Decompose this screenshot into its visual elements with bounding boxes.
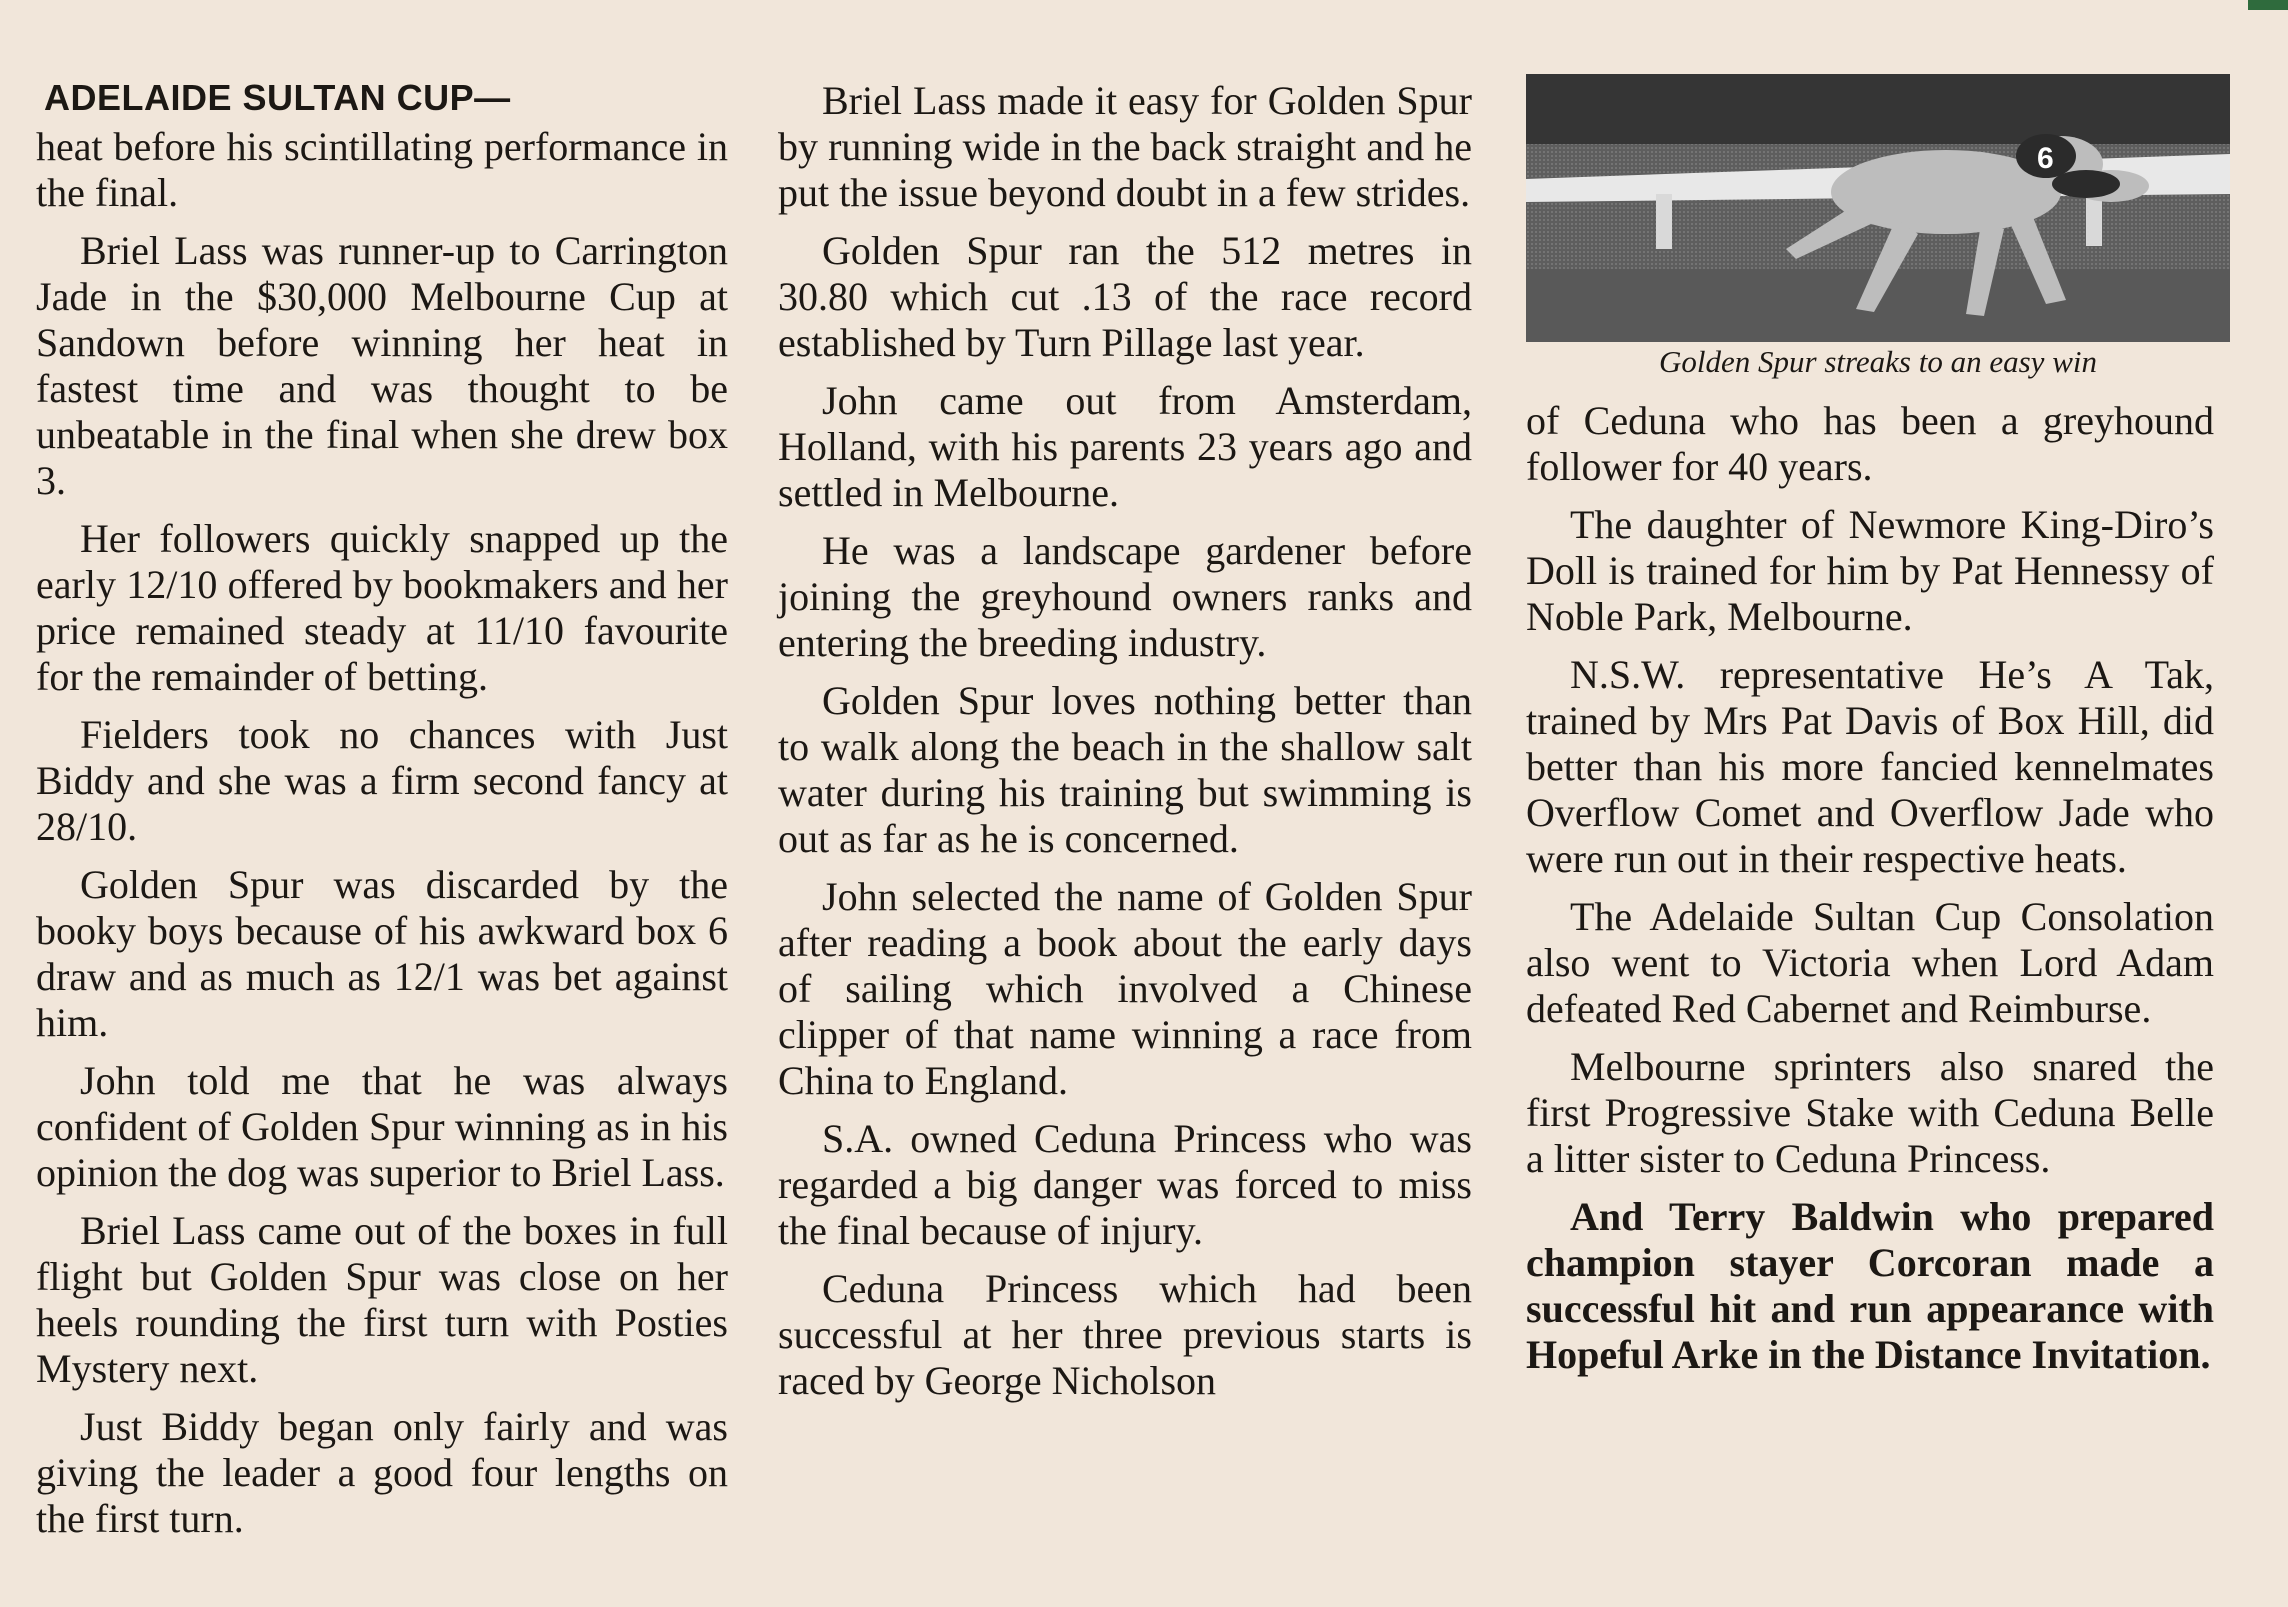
article-paragraph: Golden Spur loves nothing better than to walk along the beach in the shallow salt water during his training but swimming is out as far as he is concerned. — [778, 678, 1472, 861]
article-paragraph: heat before his scintillating performance in the final. — [36, 124, 728, 215]
article-paragraph: Briel Lass made it easy for Golden Spur by running wide in the back straight and he put the issue beyond doubt in a few strides. — [778, 78, 1472, 215]
article-paragraph: John selected the name of Golden Spur after reading a book about the early days of sailing which involved a Chinese clipper of that name winning a race from China to England. — [778, 874, 1472, 1103]
article-paragraph: The daughter of Newmore King-Diro’s Doll is trained for him by Pat Hennessy of Noble Park, Melbourne. — [1526, 502, 2214, 639]
svg-text:6: 6 — [2037, 142, 2054, 175]
article-paragraph: S.A. owned Ceduna Princess who was regarded a big danger was forced to miss the final because of injury. — [778, 1116, 1472, 1253]
corner-color-mark — [2248, 0, 2288, 10]
article-paragraph-bold: And Terry Baldwin who prepared champion stayer Corcoran made a successful hit and run appearance with Hopeful Arke in the Distance Invitation. — [1526, 1194, 2214, 1377]
article-paragraph: John told me that he was always confident of Golden Spur winning as in his opinion the dog was superior to Briel Lass. — [36, 1058, 728, 1195]
article-paragraph: Fielders took no chances with Just Biddy and she was a firm second fancy at 28/10. — [36, 712, 728, 849]
article-paragraph: Golden Spur ran the 512 metres in 30.80 which cut .13 of the race record established by Turn Pillage last year. — [778, 228, 1472, 365]
article-column-3 — [1526, 398, 2214, 1390]
article-paragraph: Golden Spur was discarded by the booky boys because of his awkward box 6 draw and as much as 12/1 was bet against him. — [36, 862, 728, 1045]
article-paragraph: N.S.W. representative He’s A Tak, trained by Mrs Pat Davis of Box Hill, did better than his more fancied kennelmates Overflow Comet and Overflow Jade who were run out in their respective heats. — [1526, 652, 2214, 881]
article-column-2 — [778, 78, 1472, 1416]
article-paragraph: Just Biddy began only fairly and was giving the leader a good four lengths on the first turn. — [36, 1404, 728, 1541]
article-paragraph: Ceduna Princess which had been successful at her three previous starts is raced by George Nicholson — [778, 1266, 1472, 1403]
article-paragraph: Briel Lass came out of the boxes in full flight but Golden Spur was close on her heels rounding the first turn with Posties Mystery next. — [36, 1208, 728, 1391]
greyhound-photo-illustration — [1526, 74, 2230, 342]
article-paragraph: Her followers quickly snapped up the early 12/10 offered by bookmakers and her price remained steady at 11/10 favourite for the remainder of betting. — [36, 516, 728, 699]
article-headline: ADELAIDE SULTAN CUP— — [44, 77, 511, 118]
photo-caption: Golden Spur streaks to an easy win — [1659, 344, 2097, 379]
article-column-1 — [36, 78, 728, 1554]
greyhound-race-photo — [1526, 74, 2230, 342]
article-paragraph: John came out from Amsterdam, Holland, with his parents 23 years ago and settled in Melbourne. — [778, 378, 1472, 515]
article-paragraph: He was a landscape gardener before joining the greyhound owners ranks and entering the breeding industry. — [778, 528, 1472, 665]
article-paragraph: of Ceduna who has been a greyhound follower for 40 years. — [1526, 398, 2214, 489]
article-paragraph: Briel Lass was runner-up to Carrington Jade in the $30,000 Melbourne Cup at Sandown before winning her heat in fastest time and was thought to be unbeatable in the final when she drew box 3. — [36, 228, 728, 503]
article-paragraph: Melbourne sprinters also snared the first Progressive Stake with Ceduna Belle a litter sister to Ceduna Princess. — [1526, 1044, 2214, 1181]
article-paragraph: The Adelaide Sultan Cup Consolation also went to Victoria when Lord Adam defeated Red Cabernet and Reimburse. — [1526, 894, 2214, 1031]
